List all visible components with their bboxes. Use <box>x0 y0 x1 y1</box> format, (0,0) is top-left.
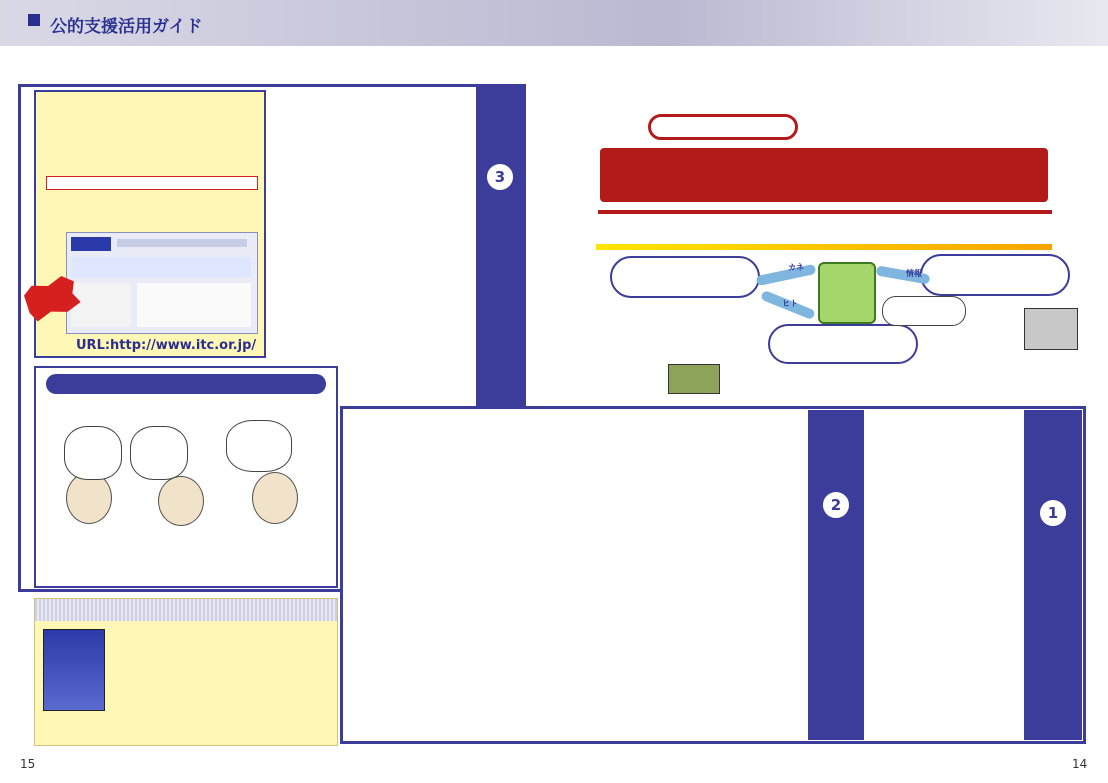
arrow-label-people: ヒト <box>782 299 798 308</box>
screenshot-bar <box>117 239 247 247</box>
itc-website-screenshot <box>66 232 258 334</box>
arrow-money <box>756 264 817 286</box>
section1-intro <box>954 414 1018 734</box>
section3-col1 <box>420 96 472 396</box>
section3-col2 <box>346 96 416 396</box>
person-avatar-3 <box>252 472 298 524</box>
section2-number: 2 <box>821 490 851 520</box>
screenshot-banner <box>71 257 251 277</box>
compass-title-bar <box>35 599 337 621</box>
itc-logo-icon <box>71 237 111 251</box>
main-title-banner <box>600 148 1048 202</box>
section2-bullet5 <box>350 414 486 734</box>
compass-box <box>34 598 338 746</box>
speech-bubble-2 <box>130 426 188 480</box>
section2-bullet1 <box>600 414 718 574</box>
page-header-title: 公的支援活用ガイド <box>50 17 203 37</box>
diagram-node-1 <box>920 254 1070 296</box>
page-number-right: 14 <box>1072 757 1088 771</box>
money-icon <box>668 364 720 394</box>
itc-detail-heading <box>46 176 258 190</box>
section2-bullet3 <box>490 414 596 574</box>
section2-intro <box>722 414 804 574</box>
screenshot-menu <box>71 283 131 327</box>
speech-bubble-3 <box>226 420 292 472</box>
section2-heading-bar <box>808 410 864 740</box>
section2-bullet2 <box>600 580 800 738</box>
title-underline <box>598 210 1052 214</box>
subtitle-pill <box>648 114 798 140</box>
lead-underline <box>596 244 1052 250</box>
speech-bubble-1 <box>64 426 122 480</box>
building-character-icon <box>818 262 876 324</box>
section1-number: 1 <box>1038 498 1068 528</box>
diagram-node-3 <box>768 324 918 364</box>
diagram-node-2 <box>610 256 760 298</box>
compass-magazine-cover-icon <box>43 629 105 711</box>
person-avatar-2 <box>158 476 204 526</box>
page-number-left: 15 <box>20 757 36 771</box>
itc-url[interactable]: URL:http://www.itc.or.jp/ <box>76 338 257 353</box>
section1-heading-bar <box>1024 410 1082 740</box>
center-bubble <box>882 296 966 326</box>
itc-info-box <box>34 90 266 358</box>
screenshot-content <box>137 283 251 327</box>
header-marker <box>28 14 40 26</box>
section3-number: 3 <box>485 162 515 192</box>
section3-col3 <box>276 96 342 396</box>
laptop-icon <box>1024 308 1078 350</box>
section1-bullet1 <box>870 414 950 574</box>
arrow-label-info: 情報 <box>906 269 922 278</box>
section2-bullet4 <box>490 580 596 738</box>
itc-message-box <box>34 366 338 588</box>
section1-bullet2 <box>870 580 950 738</box>
arrow-label-money: カネ <box>788 263 804 272</box>
